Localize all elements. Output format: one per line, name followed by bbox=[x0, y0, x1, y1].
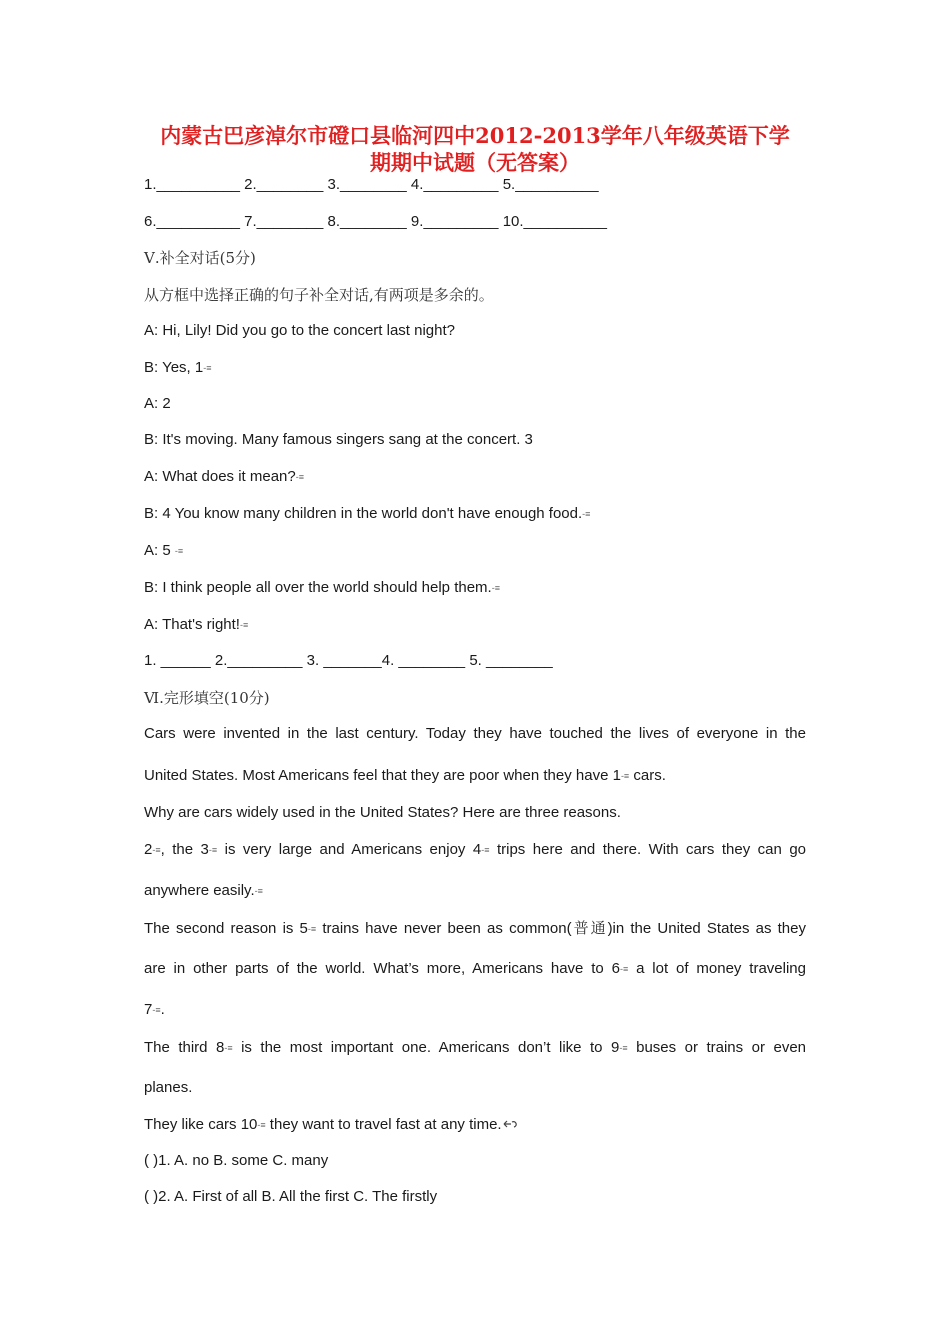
answer-row-1: 1.__________ 2.________ 3.________ 4._________ 5.__________ bbox=[144, 176, 599, 193]
question-1: ( )1. A. no B. some C. many bbox=[144, 1152, 329, 1169]
dialogue-line-9: A: That's right!-≡ bbox=[144, 616, 249, 633]
section-5-heading: Ⅴ.补全对话(5分) bbox=[144, 249, 256, 267]
dialogue-line-7: A: 5 -≡ bbox=[144, 542, 184, 559]
dialogue-line-5: A: What does it mean?-≡ bbox=[144, 468, 304, 485]
cloze-line-7: are in other parts of the world. What’s more, Americans have to 6-≡ a lot of money traveling bbox=[144, 960, 806, 977]
cloze-line-1: Cars were invented in the last century. Today they have touched the lives of everyone in the bbox=[144, 725, 806, 742]
return-arrow-icon bbox=[502, 1118, 520, 1130]
title-line-1: 内蒙古巴彦淖尔市磴口县临河四中2012-2013学年八年级英语下学 bbox=[160, 123, 790, 148]
dialogue-line-2: B: Yes, 1-≡ bbox=[144, 359, 212, 376]
cloze-line-6: The second reason is 5-≡ trains have never been as common(普通)in the United States as they bbox=[144, 919, 806, 937]
dialogue-line-8: B: I think people all over the world should help them.-≡ bbox=[144, 579, 500, 596]
document-title bbox=[140, 122, 810, 176]
dialogue-line-1: A: Hi, Lily! Did you go to the concert last night? bbox=[144, 322, 455, 339]
dialogue-line-3: A: 2 bbox=[144, 395, 171, 412]
cloze-line-5: anywhere easily.-≡ bbox=[144, 882, 263, 899]
section-5-answers: 1. ______ 2._________ 3. _______4. ________ 5. ________ bbox=[144, 652, 553, 669]
answer-row-2: 6.__________ 7.________ 8.________ 9._________ 10.__________ bbox=[144, 213, 607, 230]
question-2: ( )2. A. First of all B. All the first C. The firstly bbox=[144, 1188, 438, 1205]
section-6-heading: Ⅵ.完形填空(10分) bbox=[144, 689, 270, 707]
cloze-line-9: The third 8-≡ is the most important one. Americans don’t like to 9-≡ buses or trains or even bbox=[144, 1039, 806, 1056]
cloze-line-8: 7-≡. bbox=[144, 1001, 165, 1018]
section-5-instruction: 从方框中选择正确的句子补全对话,有两项是多余的。 bbox=[144, 286, 494, 304]
dialogue-line-4: B: It's moving. Many famous singers sang at the concert. 3 bbox=[144, 431, 533, 448]
title-line-2: 期期中试题（无答案） bbox=[370, 150, 580, 175]
cloze-line-4: 2-≡, the 3-≡ is very large and Americans enjoy 4-≡ trips here and there. With cars they can go bbox=[144, 841, 807, 858]
cloze-line-11: They like cars 10-≡ they want to travel fast at any time. bbox=[144, 1115, 806, 1135]
cloze-line-3: Why are cars widely used in the United States? Here are three reasons. bbox=[144, 804, 621, 821]
cloze-line-2: United States. Most Americans feel that they are poor when they have 1-≡ cars. bbox=[144, 767, 666, 784]
dialogue-line-6: B: 4 You know many children in the world don't have enough food.-≡ bbox=[144, 505, 591, 522]
cloze-line-10: planes. bbox=[144, 1079, 193, 1096]
